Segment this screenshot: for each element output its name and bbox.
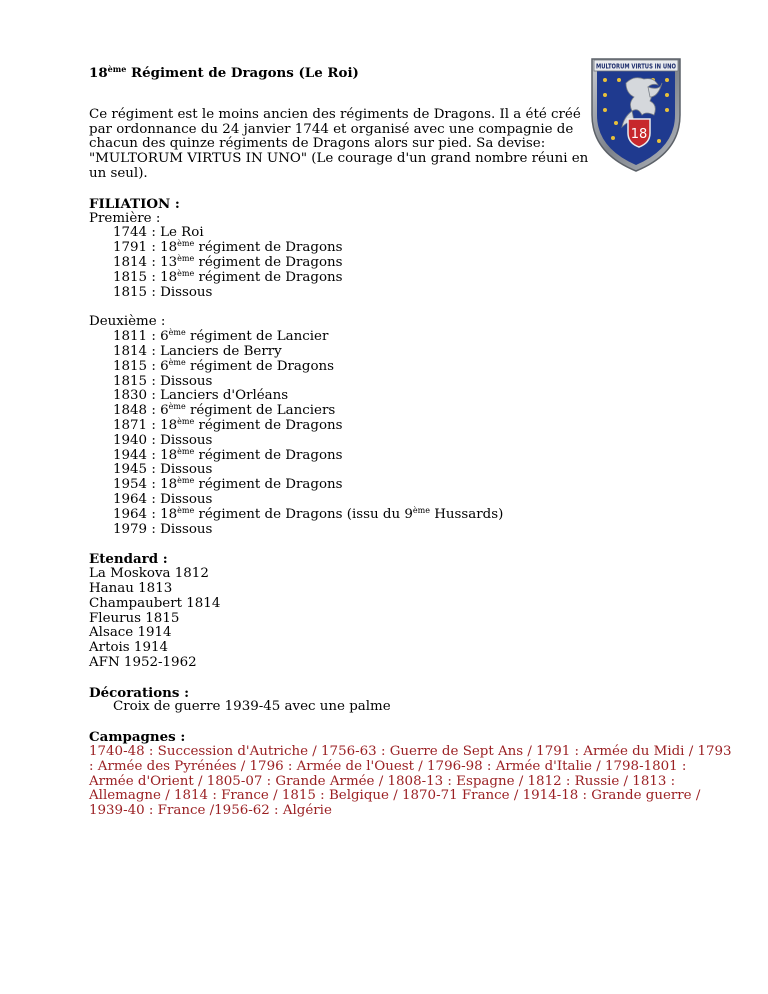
filiation-text: régiment de Dragons — [194, 240, 343, 256]
filiation-line — [113, 345, 729, 360]
filiation-line — [113, 523, 729, 538]
badge-motto: MULTORUM VIRTUS IN UNO — [596, 62, 677, 71]
superscript: ème — [177, 253, 195, 263]
decoration-item: Croix de guerre 1939-45 avec une palme — [113, 699, 391, 715]
filiation-text: 1979 : Dissous — [113, 521, 213, 537]
etendard-item: Champaubert 1814 — [89, 595, 221, 611]
filiation-text: 1848 : 6 — [113, 403, 169, 419]
etendard-item: La Moskova 1812 — [89, 566, 209, 582]
filiation-line — [113, 478, 729, 493]
filiation-text: 1814 : Lanciers de Berry — [113, 343, 282, 359]
filiation-text: régiment de Dragons (issu du 9 — [194, 506, 413, 522]
filiation-text: 1954 : 18 — [113, 477, 178, 493]
filiation-text: régiment de Dragons — [185, 358, 335, 374]
superscript: ème — [177, 416, 195, 426]
filiation-text: régiment de Dragons — [194, 269, 343, 285]
title-superscript: ème — [107, 64, 127, 74]
filiation-line — [113, 286, 729, 301]
campagne-line: : Armée des Pyrénées / 1796 : Armée de l'Ouest / 1796-98 : Armée d'Italie / 1798-1801 : — [89, 758, 687, 774]
intro-paragraph: Ce régiment est le moins ancien des régiments de Dragons. Il a été créé par ordonnance du 24 janvier 1744 et organisé avec une compagnie de chacun des quinze régiments de Dragons alors sur pied. Sa devise: "MULTORUM VIRTUS IN UNO" (Le courage d'un grand nombre réuni en un seul). — [89, 106, 589, 181]
filiation-text: régiment de Lanciers — [185, 403, 336, 419]
etendard-list — [89, 567, 729, 671]
filiation-text: 1940 : Dissous — [113, 432, 213, 448]
filiation-line — [113, 375, 729, 390]
filiation-text: Hussards) — [429, 506, 504, 522]
etendard-item: Alsace 1914 — [89, 625, 172, 641]
superscript: ème — [412, 505, 430, 515]
decorations-section — [89, 686, 729, 716]
etendard-item: Hanau 1813 — [89, 580, 173, 596]
decorations-heading: Décorations : — [89, 684, 190, 701]
filiation-line — [113, 416, 729, 434]
filiation-text: 1815 : 18 — [113, 269, 178, 285]
filiation-line — [113, 226, 729, 241]
filiation-line — [113, 446, 729, 464]
campagne-line: Armée d'Orient / 1805-07 : Grande Armée / 1808-13 : Espagne / 1812 : Russie / 1813 : — [89, 773, 676, 789]
filiation-text: régiment de Dragons — [194, 254, 343, 270]
filiation-deuxieme-list — [89, 330, 729, 537]
filiation-text: régiment de Lancier — [185, 329, 329, 345]
superscript: ème — [177, 476, 195, 486]
filiation-line — [113, 357, 729, 375]
campagne-line: Allemagne / 1814 : France / 1815 : Belgique / 1870-71 France / 1914-18 : Grande guerre / — [89, 788, 701, 804]
campagnes-heading: Campagnes : — [89, 729, 186, 746]
title-number: 18 — [89, 65, 108, 81]
campagnes-section — [89, 729, 732, 819]
superscript: ème — [177, 505, 195, 515]
filiation-line — [113, 404, 729, 419]
filiation-text: 1791 : 18 — [113, 240, 178, 256]
filiation-text: régiment de Dragons — [194, 447, 343, 463]
filiation-section — [89, 197, 729, 538]
etendard-item: Fleurus 1815 — [89, 610, 180, 626]
etendard-section — [89, 552, 729, 670]
filiation-line — [113, 389, 729, 404]
filiation-heading: FILIATION : — [89, 195, 180, 212]
campagnes-text — [89, 744, 732, 819]
filiation-text: 1744 : Le Roi — [113, 225, 204, 241]
filiation-text: 1871 : 18 — [113, 417, 178, 433]
regiment-badge-image — [588, 53, 684, 173]
superscript: ème — [177, 268, 195, 278]
badge-number: 18 — [630, 127, 648, 142]
filiation-text: 1964 : Dissous — [113, 491, 213, 507]
decorations-list — [89, 700, 729, 715]
etendard-heading: Etendard : — [89, 551, 168, 568]
filiation-text: régiment de Dragons — [194, 477, 343, 493]
document-page — [89, 60, 732, 819]
campagne-line: 1740-48 : Succession d'Autriche / 1756-63 : Guerre de Sept Ans / 1791 : Armée du Midi / 1793 — [89, 744, 732, 760]
filiation-line — [113, 241, 729, 256]
filiation-text: 1815 : Dissous — [113, 284, 213, 300]
filiation-line — [113, 434, 729, 449]
filiation-premiere-list — [89, 226, 729, 300]
filiation-text: 1830 : Lanciers d'Orléans — [113, 388, 289, 404]
filiation-line — [113, 268, 729, 286]
filiation-text: 1815 : 6 — [113, 358, 169, 374]
filiation-text: 1815 : Dissous — [113, 373, 213, 389]
superscript: ème — [168, 328, 186, 338]
filiation-line — [113, 330, 729, 345]
superscript: ème — [168, 402, 186, 412]
title-text: Régiment de Dragons (Le Roi) — [126, 65, 359, 81]
filiation-deuxieme-label: Deuxième : — [89, 314, 166, 330]
filiation-line — [113, 463, 729, 478]
filiation-text: régiment de Dragons — [194, 417, 343, 433]
filiation-text: 1811 : 6 — [113, 329, 169, 345]
filiation-text: 1945 : Dissous — [113, 462, 213, 478]
superscript: ème — [168, 357, 186, 367]
etendard-item: AFN 1952-1962 — [89, 654, 197, 670]
filiation-line — [113, 253, 729, 271]
filiation-text: 1944 : 18 — [113, 447, 178, 463]
filiation-premiere-label: Première : — [89, 210, 161, 226]
etendard-item: Artois 1914 — [89, 640, 169, 656]
superscript: ème — [177, 446, 195, 456]
superscript: ème — [177, 239, 195, 249]
campagne-line: 1939-40 : France /1956-62 : Algérie — [89, 803, 332, 819]
filiation-line — [113, 505, 729, 523]
filiation-text: 1964 : 18 — [113, 506, 178, 522]
filiation-text: 1814 : 13 — [113, 254, 178, 270]
